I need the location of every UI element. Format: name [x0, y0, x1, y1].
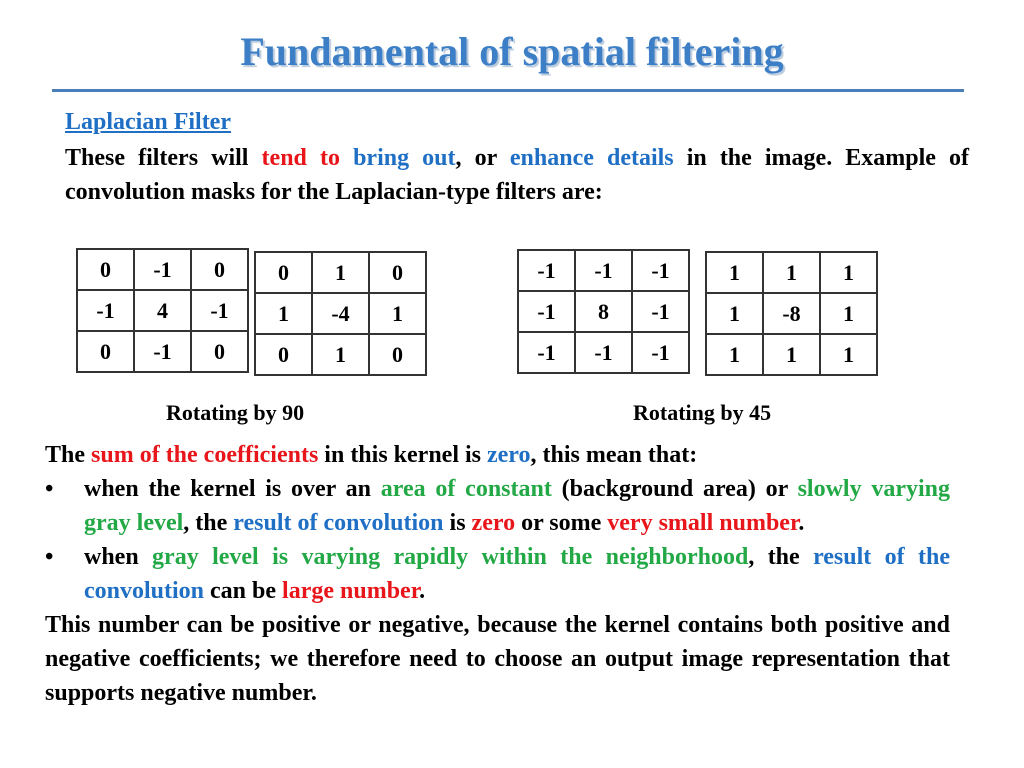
caption-rotating-45: Rotating by 45 [633, 400, 772, 425]
explanation-body [45, 438, 950, 710]
caption-rotating-90: Rotating by 90 [166, 400, 305, 425]
kernel-table-1 [76, 248, 249, 373]
kernel-cell: -1 [632, 291, 689, 332]
kernel-cell: 0 [77, 249, 134, 290]
kernel-cell: 1 [312, 334, 369, 375]
kernel-cell: 1 [820, 334, 877, 375]
closing-paragraph: This number can be positive or negative, because the kernel contains both positive and negative coefficients; we therefore need to choose an output image representation that supports negative number. [45, 612, 950, 706]
sum-statement: The sum of the coefficients in this kernel is zero, this mean that: [45, 442, 698, 468]
bullet-icon: • [45, 544, 54, 570]
highlight-area-of-constant: area of constant [380, 476, 552, 502]
kernel-table-4 [705, 251, 878, 376]
highlight-zero-red: zero [471, 510, 516, 536]
highlight-result-of-the-convolution: result of the convolution [84, 544, 950, 604]
kernel-cell: -1 [518, 332, 575, 373]
kernel-cell: 1 [706, 293, 763, 334]
kernel-cell: 4 [134, 290, 191, 331]
kernel-cell: 1 [255, 293, 312, 334]
kernel-cell: -8 [763, 293, 820, 334]
kernel-cell: 0 [369, 334, 426, 375]
highlight-bring-out: bring out [353, 145, 456, 171]
kernel-cell: -1 [632, 250, 689, 291]
highlight-sum-of-coefficients: sum of the coefficients [91, 442, 319, 468]
highlight-slowly-varying: slowly varying gray level [84, 476, 950, 536]
kernel-cell: -1 [575, 250, 632, 291]
highlight-result-of-convolution: result of convolution [233, 510, 444, 536]
kernel-cell: 0 [191, 331, 248, 372]
kernel-cell: -1 [191, 290, 248, 331]
kernel-table-3 [517, 249, 690, 374]
kernel-cell: 1 [369, 293, 426, 334]
kernel-cell: 0 [255, 334, 312, 375]
highlight-enhance-details: enhance details [509, 145, 674, 171]
highlight-large-number: large number [282, 578, 420, 604]
highlight-tend-to: tend to [261, 145, 340, 171]
bullet-item-rapid-variation: • when gray level is varying rapidly within the neighborhood, the result of the convolution can be large number. [45, 540, 950, 608]
kernel-cell: 1 [706, 334, 763, 375]
kernel-cell: 1 [312, 252, 369, 293]
kernel-cell: -1 [77, 290, 134, 331]
kernel-cell: 1 [763, 334, 820, 375]
bullet-icon: • [45, 476, 54, 502]
intro-paragraph: These filters will tend to bring out, or enhance details in the image. Example of convolution masks for the Laplacian-type filters are: [65, 145, 970, 205]
kernel-cell: -1 [134, 331, 191, 372]
kernel-cell: -4 [312, 293, 369, 334]
kernel-cell: 1 [706, 252, 763, 293]
highlight-gray-level-varying: gray level is varying rapidly within the neighborhood [152, 544, 749, 570]
section-heading: Laplacian Filter [65, 109, 231, 135]
kernel-cell: 1 [820, 252, 877, 293]
kernel-cell: -1 [518, 250, 575, 291]
kernel-cell: 0 [369, 252, 426, 293]
highlight-zero: zero [487, 442, 531, 468]
title-underline [52, 89, 964, 92]
kernel-cell: -1 [518, 291, 575, 332]
kernel-cell: 1 [763, 252, 820, 293]
slide-title: Fundamental of spatial filtering [240, 29, 784, 74]
kernel-cell: 0 [255, 252, 312, 293]
kernel-cell: 0 [191, 249, 248, 290]
kernel-table-2 [254, 251, 427, 376]
kernel-cell: 0 [77, 331, 134, 372]
kernel-cell: -1 [134, 249, 191, 290]
bullet-item-constant-area: • when the kernel is over an area of constant (background area) or slowly varying gray level, the result of convolution is zero or some very small number. [45, 472, 950, 540]
kernel-cell: -1 [632, 332, 689, 373]
kernel-cell: 1 [820, 293, 877, 334]
highlight-very-small-number: very small number [607, 510, 799, 536]
kernel-cell: -1 [575, 332, 632, 373]
kernel-cell: 8 [575, 291, 632, 332]
